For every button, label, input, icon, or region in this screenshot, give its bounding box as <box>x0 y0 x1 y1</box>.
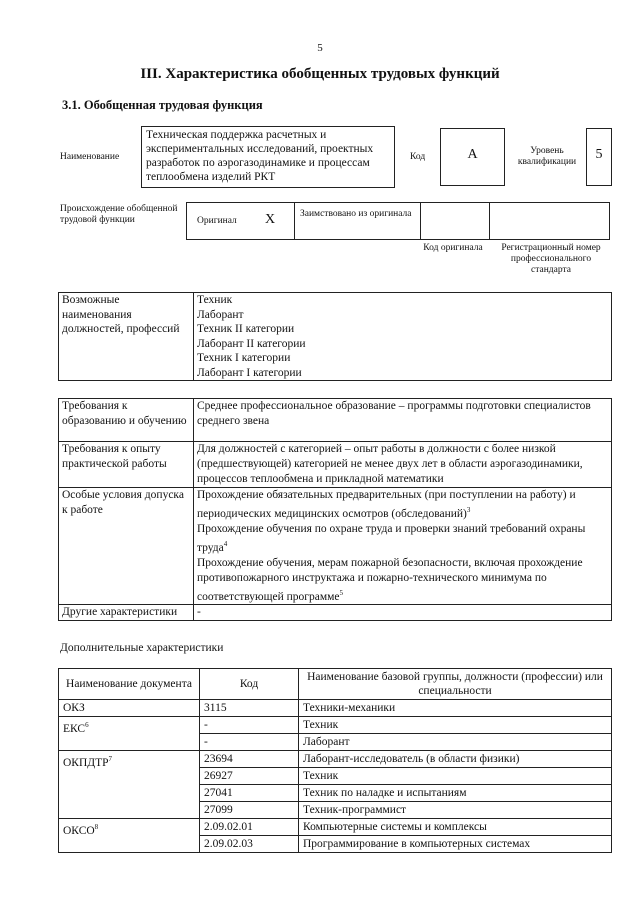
list-item: Техник II категории <box>197 323 295 335</box>
origin-grid <box>186 202 610 240</box>
doc-cell: ЕКС$^6$ <box>59 717 200 751</box>
list-item: Техник <box>197 294 233 306</box>
header-code: Код <box>200 669 299 700</box>
list-item: Лаборант I категории <box>197 366 302 379</box>
req-line: Прохождение обучения, мерам пожарной безопасности, включая прохождение противопожарного инструктажа и пожарно-технического минимума по соответствующей программе <box>197 556 583 603</box>
req-label: Другие характеристики <box>59 605 194 621</box>
table-header <box>59 669 612 700</box>
footnote-ref: 3 <box>466 506 471 514</box>
req-value: Среднее профессиональное образование – программы подготовки специалистов среднего звена <box>194 399 612 442</box>
positions-list <box>194 293 612 381</box>
original-label: Оригинал <box>197 216 237 226</box>
name-cell: Лаборант-исследователь (в области физики) <box>299 751 612 768</box>
name-cell: Лаборант <box>299 734 612 751</box>
code-box <box>440 128 505 186</box>
level-box <box>586 128 612 186</box>
code-cell: - <box>200 734 299 751</box>
req-line: Прохождение обязательных предварительных (при поступлении на работу) и периодических медицинских осмотров (обследований) <box>197 489 576 520</box>
name-label: Наименование <box>60 152 120 162</box>
req-label: Требования к образованию и обучению <box>59 399 194 442</box>
name-cell: Программирование в компьютерных системах <box>299 836 612 853</box>
origin-label: Происхождение обобщенной трудовой функции <box>60 204 178 225</box>
level-label: Уровень квалификации <box>517 146 577 167</box>
table-row <box>59 399 612 442</box>
code-cell: 2.09.02.03 <box>200 836 299 853</box>
table-row <box>59 488 612 605</box>
list-item: Лаборант II категории <box>197 337 306 350</box>
header-name: Наименование базовой группы, должности (профессии) или специальности <box>299 669 612 700</box>
additional-title: Дополнительные характеристики <box>60 642 224 654</box>
doc-cell: ОКПДТР$^7$ <box>59 751 200 819</box>
borrowed-label: Заимствовано из оригинала <box>300 209 412 219</box>
req-line: Прохождение обучения по охране труда и проверки знаний требований охраны труда <box>197 522 586 554</box>
code-value: A <box>467 147 478 162</box>
name-cell: Техник-программист <box>299 802 612 819</box>
positions-label: Возможные наименования должностей, профессий <box>59 293 194 381</box>
code-cell: 27041 <box>200 785 299 802</box>
footnote-ref: 6 <box>85 721 89 729</box>
list-item: Техник I категории <box>197 352 291 364</box>
section-title: III. Характеристика обобщенных трудовых функций <box>140 66 500 82</box>
req-value: - <box>194 605 612 621</box>
list-item: Лаборант <box>197 308 244 321</box>
doc-cell: ОКСО$^8$ <box>59 819 200 853</box>
name-cell: Техники-механики <box>299 700 612 717</box>
doc-cell: ОКЗ <box>59 700 200 717</box>
page-number: 5 <box>317 42 323 54</box>
requirements-table <box>58 398 612 621</box>
additional-table <box>58 668 612 853</box>
table-row <box>59 717 612 734</box>
code-cell: 23694 <box>200 751 299 768</box>
positions-table <box>58 292 612 381</box>
name-cell: Техник <box>299 768 612 785</box>
table-row <box>59 751 612 768</box>
subsection-title: 3.1. Обобщенная трудовая функция <box>62 98 263 112</box>
code-cell: 3115 <box>200 700 299 717</box>
code-cell: 26927 <box>200 768 299 785</box>
name-cell: Компьютерные системы и комплексы <box>299 819 612 836</box>
table-row <box>59 442 612 488</box>
level-value: 5 <box>595 147 603 162</box>
table-row <box>59 819 612 836</box>
req-label: Особые условия допуска к работе <box>59 488 194 605</box>
req-label: Требования к опыту практической работы <box>59 442 194 488</box>
req-value: Для должностей с категорией – опыт работы в должности с более низкой (предшествующей) категорией не менее двух лет в области аэрогазодинамики, процессов теплообмена и прикладной математики <box>194 442 612 488</box>
footnote-ref: 8 <box>94 823 99 831</box>
original-mark: X <box>265 212 276 227</box>
code-cell: 27099 <box>200 802 299 819</box>
footnote-ref: 5 <box>339 588 343 597</box>
name-cell: Техник <box>299 717 612 734</box>
code-cell: 2.09.02.01 <box>200 819 299 836</box>
divider <box>294 203 295 239</box>
reg-number-caption: Регистрационный номер профессионального стандарта <box>501 243 601 275</box>
table-row <box>59 605 612 621</box>
divider <box>489 203 490 239</box>
divider <box>420 203 421 239</box>
req-value <box>194 488 612 605</box>
footnote-ref: 7 <box>108 755 113 763</box>
name-cell: Техник по наладке и испытаниям <box>299 785 612 802</box>
footnote-ref: 4 <box>223 539 228 548</box>
code-original-caption: Код оригинала <box>423 243 483 253</box>
header-doc: Наименование документа <box>59 669 200 700</box>
code-label: Код <box>410 152 426 162</box>
name-value: Техническая поддержка расчетных и экспериментальных исследований, проектных разработок по аэрогазодинамике и процессам теплообмена изделий РКТ <box>141 126 395 188</box>
code-cell: - <box>200 717 299 734</box>
table-row <box>59 700 612 717</box>
